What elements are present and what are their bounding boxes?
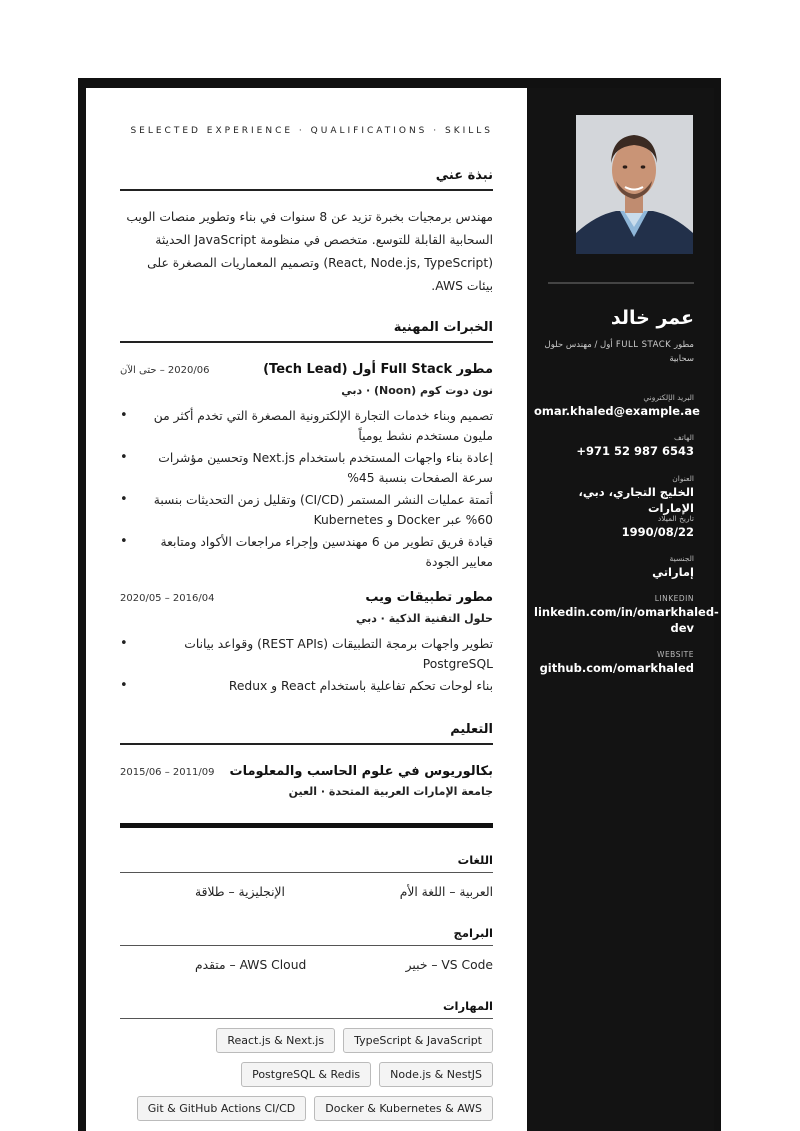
contact-label: الجنسية <box>669 554 694 563</box>
skills-row <box>120 1096 493 1121</box>
contact-address <box>534 473 694 516</box>
skill-tag: TypeScript & JavaScript <box>343 1028 493 1053</box>
contact-phone <box>534 432 694 459</box>
linkedin-link[interactable]: linkedin.com/in/omarkhaled-dev <box>534 605 719 635</box>
contact-website <box>534 649 694 676</box>
job-header <box>120 590 493 610</box>
about-text: مهندس برمجيات بخبرة تزيد عن 8 سنوات في بناء وتطوير منصات الويب السحابية القابلة للتوسع. متخصص في منظومة JavaScript الحديثة (React, Node.js, TypeScript) وتصميم المعماريات المصغرة على بيئات AWS. <box>126 210 493 293</box>
education-title: التعليم <box>120 722 493 745</box>
skills-row <box>120 1062 493 1087</box>
profile-role: مطور FULL STACK أول / مهندس حلول سحابية <box>544 340 694 364</box>
profile-photo <box>576 115 693 254</box>
skill-tag: React.js & Next.js <box>216 1028 335 1053</box>
skills-title: المهارات <box>120 999 493 1019</box>
contact-email <box>534 392 700 419</box>
skills-row <box>120 1028 493 1053</box>
job-date: 2020/06 – حتى الآن <box>120 365 210 376</box>
degree-title: بكالوريوس في علوم الحاسب والمعلومات <box>229 764 493 779</box>
job-title: مطور Full Stack أول (Tech Lead) <box>263 362 493 377</box>
language-item: العربية – اللغة الأم <box>399 885 493 899</box>
job-bullets <box>120 406 493 574</box>
contact-label: العنوان <box>672 474 694 483</box>
education-date: 2011/09 – 2015/06 <box>120 767 215 778</box>
list-item: تصميم وبناء خدمات التجارة الإلكترونية المصغرة التي تخدم أكثر من مليون مستخدم نشط يومياً • <box>120 406 493 446</box>
section-divider <box>120 823 493 828</box>
section-kicker: SELECTED EXPERIENCE · QUALIFICATIONS · SKILLS <box>130 126 493 136</box>
list-item: تطوير واجهات برمجة التطبيقات (REST APIs) وقواعد بيانات PostgreSQL • <box>120 634 493 674</box>
contact-birthdate <box>534 513 694 540</box>
profile-name: عمر خالد <box>610 307 694 329</box>
job-organization: نون دوت كوم (Noon) · دبي <box>341 384 493 397</box>
website-link[interactable]: github.com/omarkhaled <box>539 661 694 675</box>
list-item: قيادة فريق تطوير من 6 مهندسين وإجراء مراجعات الأكواد ومتابعة معايير الجودة • <box>120 532 493 572</box>
skill-tag: Git & GitHub Actions CI/CD <box>137 1096 307 1121</box>
languages-title: اللغات <box>120 853 493 873</box>
job-bullets <box>120 634 493 698</box>
contact-label: LINKEDIN <box>654 594 694 603</box>
contact-value: omar.khaled@example.ae <box>534 404 700 418</box>
main-column <box>86 88 527 1131</box>
skill-tag: PostgreSQL & Redis <box>241 1062 371 1087</box>
job-title: مطور تطبيقات ويب <box>365 590 493 605</box>
sidebar-divider <box>548 282 694 284</box>
contact-label: الهاتف <box>674 433 694 442</box>
skills-tags <box>120 1028 493 1130</box>
software-item: AWS Cloud – متقدم <box>195 958 307 972</box>
contact-nationality <box>534 553 694 580</box>
contact-value: الخليج التجاري، دبي، الإمارات <box>578 485 694 515</box>
experience-title: الخبرات المهنية <box>120 320 493 343</box>
list-item: إعادة بناء واجهات المستخدم باستخدام Next.js وتحسين مؤشرات سرعة الصفحات بنسبة 45% • <box>120 448 493 488</box>
software-row <box>120 958 493 978</box>
contact-value: 1990/08/22 <box>621 525 694 539</box>
list-item: أتمتة عمليات النشر المستمر (CI/CD) وتقليل زمن التحديثات بنسبة 60% عبر Docker و Kubernetes • <box>120 490 493 530</box>
skill-tag: Node.js & NestJS <box>379 1062 493 1087</box>
about-title: نبذة عني <box>120 168 493 191</box>
job-header <box>120 362 493 382</box>
contact-value: +971 52 987 6543 <box>576 444 694 458</box>
contact-label: البريد الإلكتروني <box>643 393 694 402</box>
skill-tag: Docker & Kubernetes & AWS <box>314 1096 493 1121</box>
job-date: 2016/04 – 2020/05 <box>120 593 215 604</box>
list-item: بناء لوحات تحكم تفاعلية باستخدام React و Redux • <box>120 676 493 696</box>
contact-value: إماراتي <box>652 565 694 579</box>
contact-linkedin <box>534 593 719 636</box>
language-item: الإنجليزية – طلاقة <box>195 885 285 899</box>
job-organization: حلول التقنية الذكية · دبي <box>355 612 493 625</box>
education-header <box>120 764 493 784</box>
sidebar <box>528 88 719 1131</box>
software-item: VS Code – خبير <box>405 958 493 972</box>
languages-row <box>120 885 493 905</box>
software-title: البرامج <box>120 926 493 946</box>
contact-label: تاريخ الميلاد <box>657 514 694 523</box>
school-name: جامعة الإمارات العربية المتحدة · العين <box>288 785 493 798</box>
contact-label: WEBSITE <box>657 650 694 659</box>
